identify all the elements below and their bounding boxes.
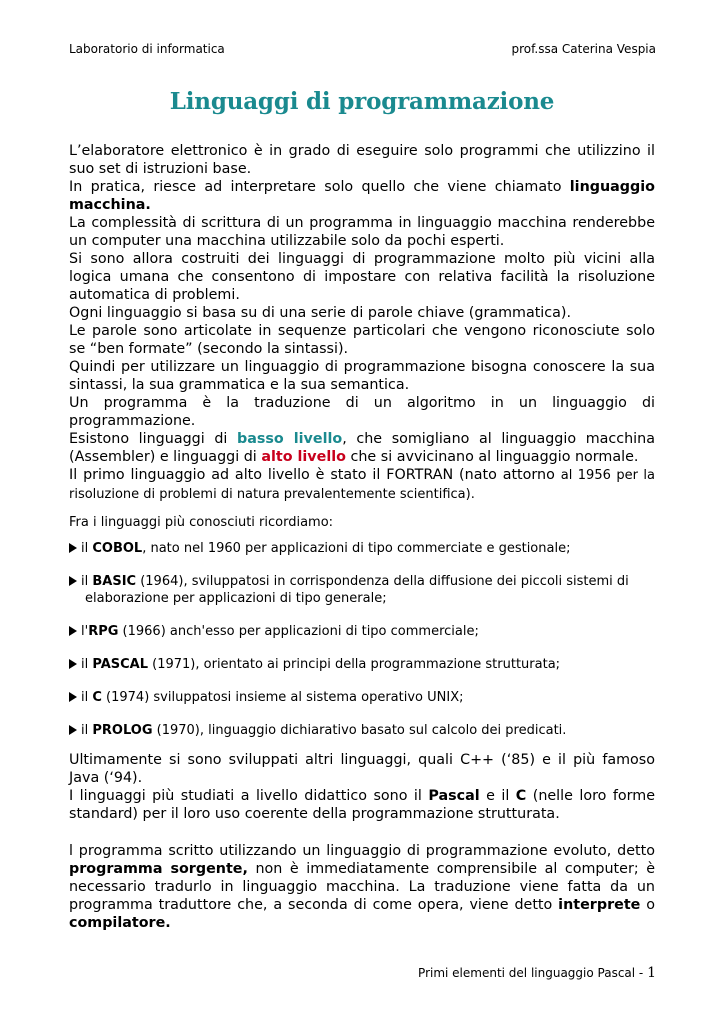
- text-run: In pratica, riesce ad interpretare solo quello che viene chiamato: [69, 179, 570, 195]
- language-name: PASCAL: [92, 657, 149, 672]
- paragraph: [69, 466, 655, 504]
- text-run: al 1956 per la risoluzione di problemi di natura prevalentemente scientifica).: [69, 468, 655, 502]
- text-run: che si avvicinano al linguaggio normale.: [345, 449, 639, 465]
- page-title: Linguaggi di programmazione: [169, 88, 555, 115]
- language-name: RPG: [88, 624, 119, 639]
- language-list: [69, 514, 659, 755]
- text-run: (1964), sviluppatosi in corrispondenza della diffusione dei piccoli sistemi di elaborazione per applicazioni di tipo generale;: [85, 574, 629, 606]
- language-name: COBOL: [92, 541, 143, 556]
- text-run: non è immediatamente comprensibile al computer; è necessario tradurlo in linguaggio macchina. La traduzione viene fatta da un programma traduttore che, a seconda di come opera, viene detto: [69, 861, 655, 913]
- paragraph: [69, 787, 655, 823]
- bold-term: interprete: [558, 897, 641, 913]
- header-left: Laboratorio di informatica: [69, 42, 225, 56]
- later-section: [69, 751, 655, 823]
- text-run: (nelle loro forme standard) per il loro uso coerente della programmazione strutturata.: [69, 788, 656, 822]
- triangle-bullet-icon: [69, 543, 77, 553]
- text-run: Il primo linguaggio ad alto livello è stato il FORTRAN (nato attorno: [69, 467, 561, 483]
- paragraph: Le parole sono articolate in sequenze particolari che vengono riconosciute solo se “ben formate” (secondo la sintassi).: [69, 323, 655, 357]
- list-item: [69, 573, 659, 607]
- paragraph: Quindi per utilizzare un linguaggio di programmazione bisogna conoscere la sua sintassi, la sua grammatica e la sua semantica.: [69, 359, 655, 393]
- page-number: 1: [647, 965, 656, 981]
- highlight-alto-livello: alto livello: [261, 449, 346, 465]
- paragraph: Si sono allora costruiti dei linguaggi di programmazione molto più vicini alla logica umana che consentono di impostare con relativa facilità la risoluzione automatica di problemi.: [69, 251, 655, 303]
- bold-term: linguaggio macchina.: [69, 179, 655, 213]
- text-run: l': [81, 624, 89, 639]
- bold-term: programma sorgente,: [69, 861, 248, 877]
- text-run: il: [81, 574, 93, 589]
- list-item: [69, 689, 659, 706]
- highlight-basso-livello: basso livello: [236, 431, 343, 447]
- language-name: C: [92, 690, 102, 705]
- paragraph: La complessità di scrittura di un programma in linguaggio macchina renderebbe un computer una macchina utilizzabile solo da pochi esperti.: [69, 215, 655, 249]
- text-run: (1974) sviluppatosi insieme al sistema operativo UNIX;: [101, 690, 464, 705]
- list-item: [69, 540, 659, 557]
- paragraph: Ultimamente si sono sviluppati altri linguaggi, quali C++ (‘85) e il più famoso Java (‘94).: [69, 752, 655, 786]
- text-run: (1970), linguaggio dichiarativo basato sul calcolo dei predicati.: [152, 723, 567, 738]
- paragraph: [69, 178, 655, 214]
- triangle-bullet-icon: [69, 626, 77, 636]
- text-run: e il: [479, 788, 516, 804]
- paragraph: [69, 842, 655, 932]
- text-run: l programma scritto utilizzando un linguaggio di programmazione evoluto, detto: [69, 843, 655, 859]
- text-run: il: [81, 723, 93, 738]
- bold-term: compilatore.: [69, 915, 171, 931]
- triangle-bullet-icon: [69, 725, 77, 735]
- list-item: [69, 722, 659, 739]
- paragraph: [69, 430, 655, 466]
- language-name: PROLOG: [92, 723, 153, 738]
- text-run: , nato nel 1960 per applicazioni di tipo commerciate e gestionale;: [142, 541, 571, 556]
- triangle-bullet-icon: [69, 576, 77, 586]
- paragraph: Un programma è la traduzione di un algoritmo in un linguaggio di programmazione.: [69, 395, 655, 429]
- text-run: (1966) anch'esso per applicazioni di tipo commerciale;: [118, 624, 479, 639]
- bold-term: C: [515, 788, 527, 804]
- list-intro: Fra i linguaggi più conosciuti ricordiamo:: [69, 515, 334, 530]
- text-run: , che somigliano al linguaggio macchina (Assembler) e linguaggi di: [69, 431, 655, 465]
- paragraph: L’elaboratore elettronico è in grado di eseguire solo programmi che utilizzino il suo set di istruzioni base.: [69, 143, 655, 177]
- text-run: il: [81, 541, 93, 556]
- intro-section: [69, 142, 655, 504]
- list-item: [69, 656, 659, 673]
- compile-section: [69, 842, 655, 932]
- text-run: il: [81, 657, 93, 672]
- text-run: I linguaggi più studiati a livello didattico sono il: [69, 788, 429, 804]
- footer-text: Primi elementi del linguaggio Pascal -: [418, 966, 648, 980]
- text-run: o: [640, 897, 655, 913]
- text-run: (1971), orientato ai principi della programmazione strutturata;: [148, 657, 561, 672]
- paragraph: Ogni linguaggio si basa su di una serie di parole chiave (grammatica).: [69, 305, 572, 321]
- triangle-bullet-icon: [69, 659, 77, 669]
- language-name: BASIC: [92, 574, 137, 589]
- list-item: [69, 623, 659, 640]
- text-run: Esistono linguaggi di: [69, 431, 237, 447]
- text-run: il: [81, 690, 93, 705]
- header-right: prof.ssa Caterina Vespia: [511, 42, 656, 56]
- triangle-bullet-icon: [69, 692, 77, 702]
- bold-term: Pascal: [428, 788, 480, 804]
- page-footer: [418, 965, 656, 981]
